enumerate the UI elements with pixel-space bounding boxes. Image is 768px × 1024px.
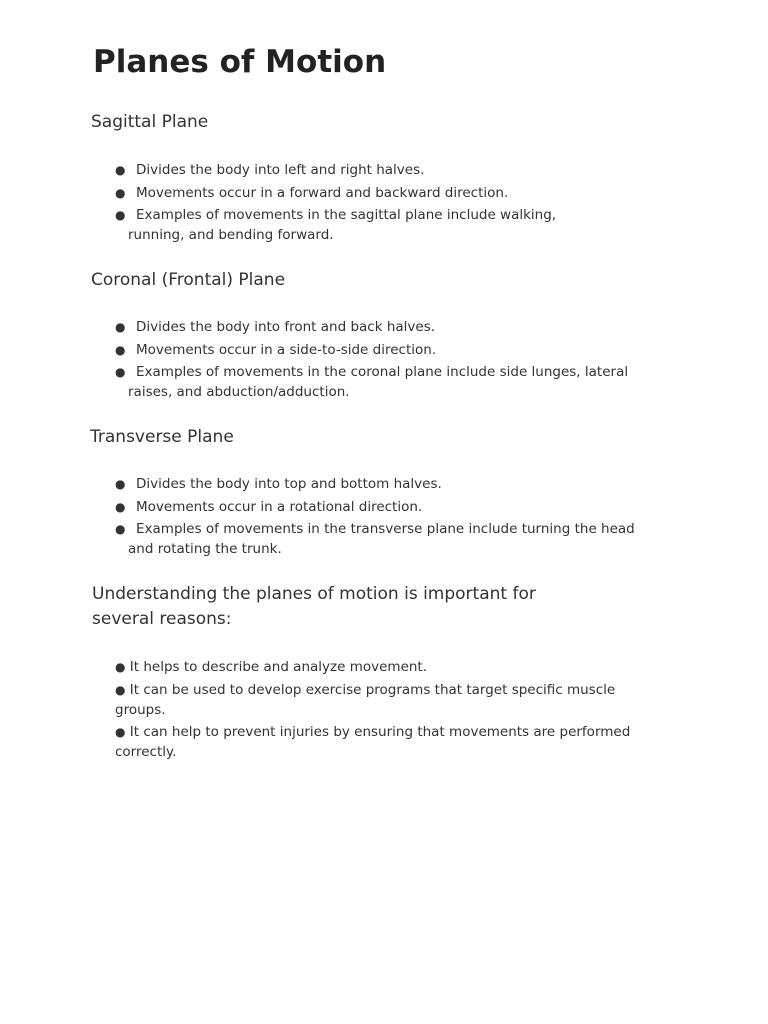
bullet-icon: ● (115, 725, 126, 739)
reasons-heading: Understanding the planes of motion is important for several reasons: (92, 584, 536, 629)
list-item-text: Movements occur in a rotational direction. (136, 498, 423, 515)
list-item-text: Divides the body into top and bottom halves. (136, 476, 442, 492)
bullet-icon: ● (115, 682, 126, 697)
list-item (115, 519, 635, 559)
section-heading-sagittal: Sagittal Plane (91, 112, 209, 132)
reasons-list (115, 657, 640, 765)
coronal-list (115, 317, 645, 405)
list-item-text: Divides the body into front and back halves. (136, 319, 436, 335)
list-item (115, 657, 640, 677)
bullet-icon: ● (115, 477, 126, 491)
page-title: Planes of Motion (93, 44, 387, 80)
list-item (115, 205, 615, 245)
list-item-text: Examples of movements in the transverse plane include turning the head and rotating the trunk. (128, 521, 635, 557)
list-item (115, 497, 635, 517)
list-item (115, 722, 640, 762)
list-item-text: Examples of movements in the coronal plane include side lunges, lateral raises, and abduction/adduction. (128, 364, 629, 400)
list-item (115, 183, 615, 203)
sagittal-list (115, 160, 615, 248)
list-item-text: It can be used to develop exercise programs that target specific muscle groups. (115, 681, 616, 718)
list-item (115, 362, 645, 402)
list-item (115, 474, 635, 494)
list-item-text: Movements occur in a side-to-side direction. (136, 341, 437, 358)
list-item-text: Divides the body into left and right halves. (136, 162, 425, 178)
bullet-icon: ● (115, 522, 126, 536)
list-item-text: Movements occur in a forward and backward direction. (136, 184, 509, 201)
bullet-icon: ● (115, 208, 126, 222)
bullet-icon: ● (115, 320, 126, 334)
list-item (115, 340, 645, 360)
list-item-text: Examples of movements in the sagittal plane include walking, running, and bending forward. (128, 207, 557, 243)
list-item (115, 680, 640, 720)
list-item-text: It helps to describe and analyze movement. (129, 659, 428, 675)
bullet-icon: ● (115, 342, 126, 357)
list-item-text: It can help to prevent injuries by ensuring that movements are performed correctly. (115, 724, 631, 760)
section-heading-coronal: Coronal (Frontal) Plane (91, 270, 286, 290)
bullet-icon: ● (115, 365, 126, 379)
list-item (115, 160, 615, 180)
bullet-icon: ● (115, 163, 126, 177)
bullet-icon: ● (115, 185, 126, 200)
section-heading-transverse: Transverse Plane (90, 427, 234, 447)
list-item (115, 317, 645, 337)
bullet-icon: ● (115, 499, 126, 514)
bullet-icon: ● (115, 660, 126, 674)
transverse-list (115, 474, 635, 562)
